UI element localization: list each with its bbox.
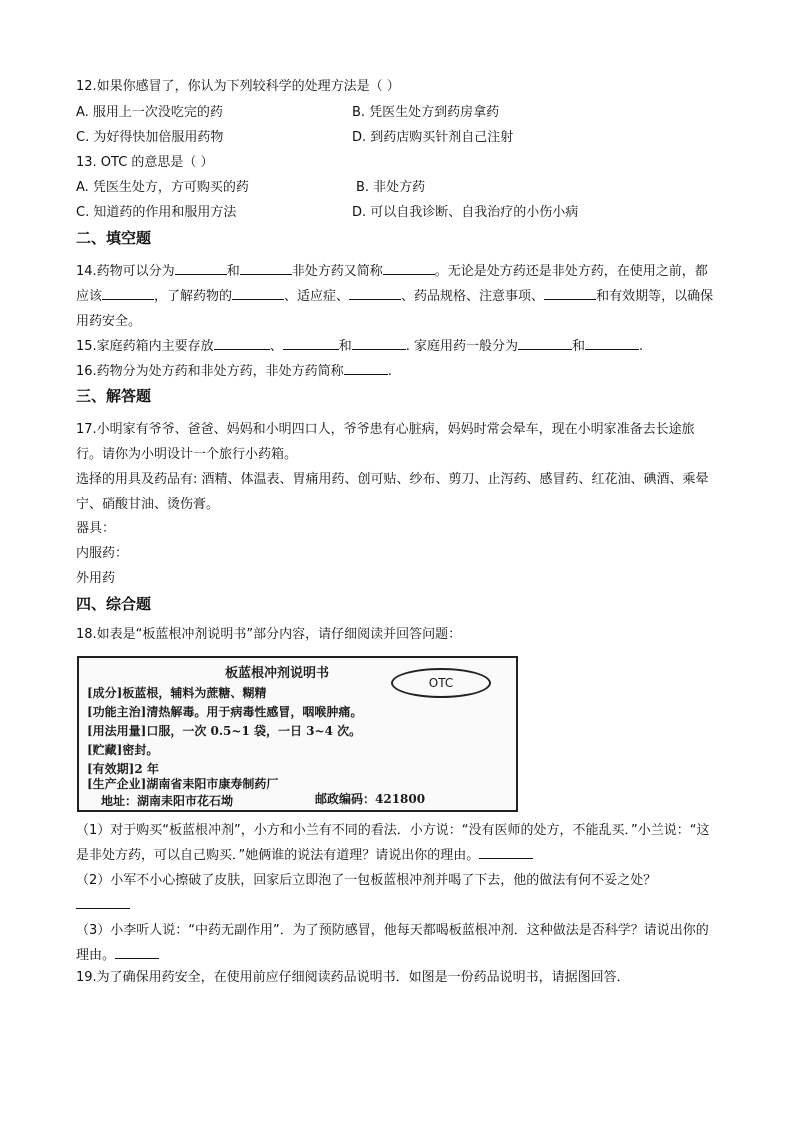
question-17-options: 选择的用具及药品有: 酒精、体温表、胃痛用药、创可贴、纱布、剪刀、止泻药、感冒药、红花油、碘酒、乘晕宁、硝酸甘油、烫伤膏。 <box>76 472 709 512</box>
answer-blank[interactable] <box>214 337 270 350</box>
question-17-tools: 器具： <box>76 521 116 536</box>
section-heading-comprehensive: 四、综合题 <box>76 595 152 613</box>
question-12-option-a: A. 服用上一次没吃完的药 <box>76 105 223 120</box>
question-12-option-b: B. 凭医生处方到药房拿药 <box>352 105 500 120</box>
answer-blank[interactable] <box>175 262 227 275</box>
answer-blank[interactable] <box>283 337 339 350</box>
answer-blank[interactable] <box>349 287 401 300</box>
answer-blank[interactable] <box>76 896 130 909</box>
answer-blank[interactable] <box>585 337 639 350</box>
answer-blank[interactable] <box>240 262 292 275</box>
leaflet-address: 地址：湖南耒阳市花石坳 <box>101 794 234 808</box>
medicine-leaflet-image <box>77 656 518 812</box>
question-13-stem: 13. OTC 的意思是（ ） <box>76 155 214 170</box>
answer-blank[interactable] <box>352 337 406 350</box>
leaflet-storage: [贮藏]密封。 <box>87 743 159 757</box>
answer-blank[interactable] <box>102 287 154 300</box>
leaflet-postcode: 邮政编码：421800 <box>315 792 426 806</box>
answer-blank[interactable] <box>115 946 159 959</box>
question-13-option-c: C. 知道药的作用和服用方法 <box>76 205 237 220</box>
answer-blank[interactable] <box>383 262 435 275</box>
question-17-internal: 内服药： <box>76 546 129 561</box>
question-13-option-a: A. 凭医生处方，方可购买的药 <box>76 180 249 195</box>
question-13-option-b: B. 非处方药 <box>356 180 426 195</box>
leaflet-ingredients: [成分]板蓝根，辅料为蔗糖、糊精 <box>87 686 267 700</box>
question-19-stem: 19.为了确保用药安全，在使用前应仔细阅读药品说明书．如图是一份药品说明书，请据图回答． <box>76 970 630 985</box>
question-14: 14.药物可以分为 和 非处方药又简称 。无论是处方药还是非处方药，在使用之前，都应该 ，了解药物的 、适应症、 、药品规格、注意事项、 和有效期等，以确保用药安全。 <box>76 264 714 329</box>
question-12-option-c: C. 为好得快加倍服用药物 <box>76 130 224 145</box>
question-15: 15.家庭药箱内主要存放 、 和 . 家庭用药一般分为 和 . <box>76 339 644 354</box>
question-16: 16.药物分为处方药和非处方药，非处方药简称 . <box>76 364 392 379</box>
leaflet-title: 板蓝根冲剂说明书 <box>225 666 330 681</box>
question-18-stem: 18.如表是“板蓝根冲剂说明书”部分内容，请仔细阅读并回答问题： <box>76 627 462 642</box>
question-18-sub-3: （3）小李听人说：“中药无副作用”．为了预防感冒，他每天都喝板蓝根冲剂．这种做法是否科学？请说出你的理由。 <box>76 923 709 963</box>
answer-blank[interactable] <box>479 846 533 859</box>
question-12-stem: 12.如果你感冒了，你认为下列较科学的处理方法是（ ） <box>76 79 400 94</box>
question-17-stem: 17.小明家有爷爷、爸爸、妈妈和小明四口人，爷爷患有心脏病，妈妈时常会晕车，现在小明家准备去长途旅行。请你为小明设计一个旅行小药箱。 <box>76 422 695 462</box>
question-18-sub-1: （1）对于购买“板蓝根冲剂”，小方和小兰有不同的看法．小方说：“没有医师的处方，不能乱买．”小兰说：“这是非处方药，可以自己购买．”她俩谁的说法有道理？请说出你的理由。 <box>76 823 710 863</box>
answer-blank[interactable] <box>232 287 284 300</box>
leaflet-usage: [用法用量]口服，一次 0.5~1 袋，一日 3~4 次。 <box>87 724 362 738</box>
leaflet-manufacturer: [生产企业]湖南省耒阳市康寿制药厂 <box>87 777 279 791</box>
answer-blank[interactable] <box>544 287 596 300</box>
question-12-option-d: D. 到药店购买针剂自己注射 <box>352 130 514 145</box>
section-heading-answer: 三、解答题 <box>76 387 152 405</box>
leaflet-validity: [有效期]2 年 <box>87 762 159 776</box>
otc-badge: OTC <box>391 668 491 698</box>
section-heading-fill-in: 二、填空题 <box>76 229 152 247</box>
question-13-option-d: D. 可以自我诊断、自我治疗的小伤小病 <box>352 205 579 220</box>
answer-blank[interactable] <box>518 337 572 350</box>
question-17-external: 外用药 <box>76 571 116 586</box>
question-18-sub-2: （2）小军不小心擦破了皮肤，回家后立即泡了一包板蓝根冲剂并喝了下去，他的做法有何不妥之处？ <box>76 868 720 918</box>
answer-blank[interactable] <box>344 362 388 375</box>
leaflet-indications: [功能主治]清热解毒。用于病毒性感冒，咽喉肿痛。 <box>87 705 363 719</box>
